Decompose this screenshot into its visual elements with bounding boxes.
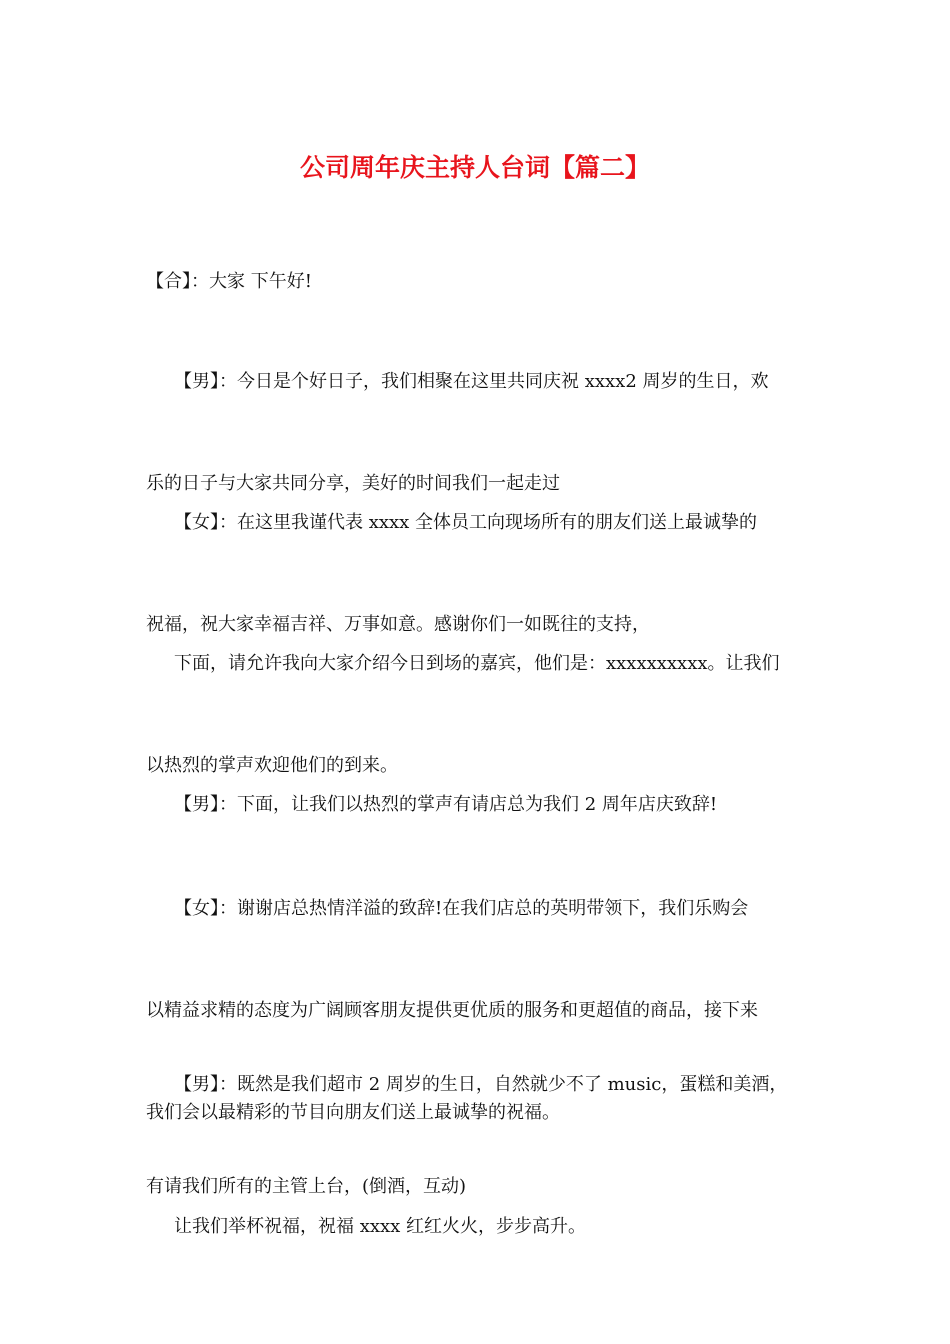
- paragraph-line: 【女】：在这里我谨代表 xxxx 全体员工向现场所有的朋友们送上最诚挚的: [174, 512, 758, 533]
- paragraph-line: 下面，请允许我向大家介绍今日到场的嘉宾，他们是：xxxxxxxxxx。让我们: [174, 653, 780, 674]
- paragraph-line: 【男】：今日是个好日子，我们相聚在这里共同庆祝 xxxx2 周岁的生日，欢: [174, 371, 769, 392]
- paragraph-line: 以精益求精的态度为广阔顾客朋友提供更优质的服务和更超值的商品，接下来: [146, 1000, 758, 1021]
- document-title: 公司周年庆主持人台词【篇二】: [299, 153, 650, 182]
- paragraph-line: 【男】：下面，让我们以热烈的掌声有请店总为我们 2 周年店庆致辞!: [174, 794, 718, 815]
- paragraph-line: 【男】：既然是我们超市 2 周岁的生日，自然就少不了 music，蛋糕和美酒，: [174, 1074, 788, 1095]
- paragraph-line: 我们会以最精彩的节目向朋友们送上最诚挚的祝福。: [146, 1102, 560, 1123]
- paragraph-toast: [146, 1142, 810, 1312]
- paragraph-line: 祝福，祝大家幸福吉祥、万事如意。感谢你们一如既往的支持，: [146, 614, 650, 635]
- paragraph-line: 让我们举杯祝福，祝福 xxxx 红红火火，步步高升。: [174, 1216, 587, 1237]
- paragraph-line: 有请我们所有的主管上台，(倒酒，互动): [146, 1176, 467, 1197]
- paragraph-line: 乐的日子与大家共同分享，美好的时间我们一起走过: [146, 473, 560, 494]
- paragraph-line: 以热烈的掌声欢迎他们的到来。: [146, 755, 398, 776]
- paragraph-line: 【合】：大家 下午好!: [146, 271, 312, 292]
- paragraph-line: 【女】：谢谢店总热情洋溢的致辞!在我们店总的英明带领下，我们乐购会: [174, 898, 749, 919]
